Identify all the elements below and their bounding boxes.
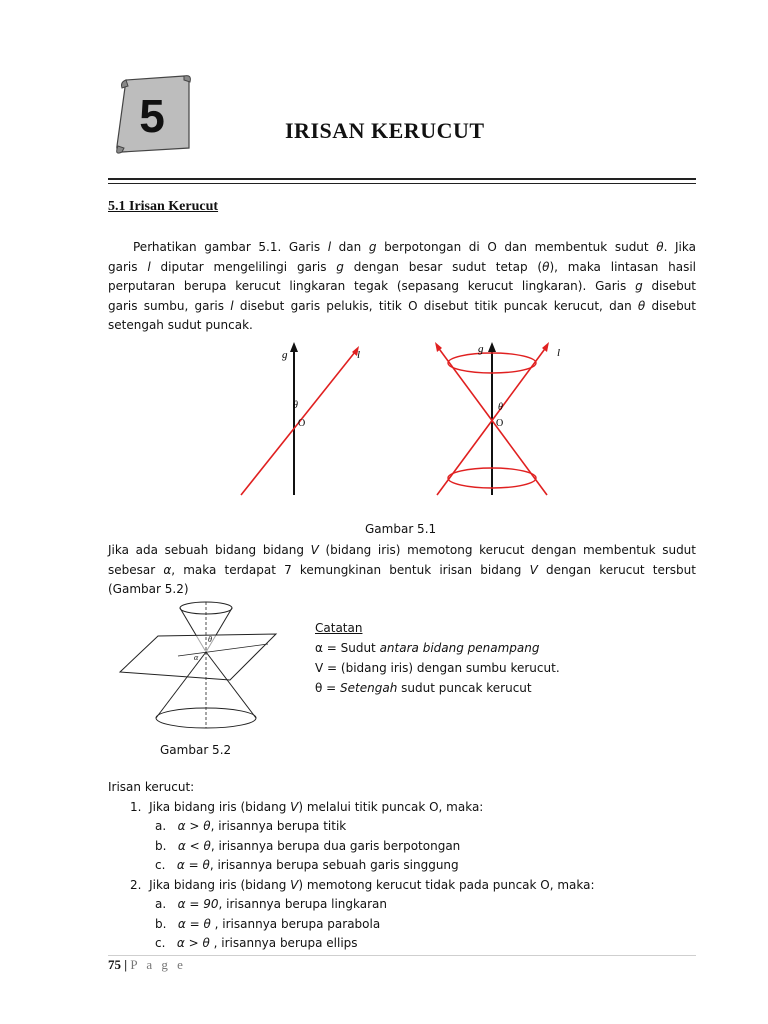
paragraph-bidang-iris bbox=[108, 541, 696, 600]
text: Jika bidang iris (bidang bbox=[149, 799, 291, 814]
sub-letter: b. bbox=[155, 838, 167, 853]
sub-letter: b. bbox=[155, 916, 167, 931]
sub-letter: c. bbox=[155, 858, 166, 872]
text: , irisannya berupa ellips bbox=[209, 936, 358, 950]
title-rule-thin bbox=[108, 183, 696, 184]
symbol: θ bbox=[315, 681, 323, 695]
math-theta: θ bbox=[542, 259, 550, 274]
math: α > θ bbox=[177, 819, 211, 833]
text-italic: Setengah bbox=[340, 681, 398, 695]
text: berpotongan di O dan membentuk sudut bbox=[376, 240, 657, 254]
label-g: g bbox=[478, 343, 484, 355]
text: , irisannya berupa dua garis berpotongan bbox=[210, 838, 461, 853]
note-title: Catatan bbox=[315, 621, 363, 635]
note-line-v: V = (bidang iris) dengan sumbu kerucut. bbox=[315, 661, 560, 675]
label-l: l bbox=[557, 347, 561, 359]
sub-letter: c. bbox=[155, 936, 166, 950]
math-l: l bbox=[147, 259, 151, 274]
math-l: l bbox=[230, 298, 234, 313]
text: diputar mengelilingi garis bbox=[150, 259, 337, 274]
math-g: g bbox=[336, 259, 344, 274]
text: ) memotong kerucut tidak pada puncak O, maka: bbox=[298, 877, 595, 892]
list-heading: Irisan kerucut: bbox=[108, 780, 195, 794]
label-l: l bbox=[357, 349, 361, 361]
text: (Gambar 5.2) bbox=[108, 582, 189, 596]
math-alpha: α bbox=[163, 562, 172, 577]
text: = Sudut bbox=[322, 641, 380, 655]
text: Jika bidang iris (bidang bbox=[149, 877, 291, 892]
list-subitem bbox=[108, 915, 595, 935]
list-item bbox=[108, 876, 595, 896]
arrowhead bbox=[488, 342, 496, 352]
item-number: 2. bbox=[130, 877, 142, 892]
text: dengan besar sudut tetap ( bbox=[343, 259, 543, 274]
math-v: V bbox=[290, 799, 299, 814]
text: , irisannya berupa sebuah garis singgung bbox=[209, 858, 459, 872]
note-box bbox=[315, 618, 560, 698]
text: disebut garis pelukis, titik O disebut titik puncak kerucut, dan bbox=[233, 298, 638, 313]
math-theta: θ bbox=[637, 298, 646, 313]
scroll-shape bbox=[112, 72, 192, 160]
math-v: V bbox=[310, 543, 319, 557]
text: ), maka lintasan hasil bbox=[549, 259, 697, 274]
math-l: l bbox=[327, 240, 332, 254]
math: α > θ bbox=[176, 936, 210, 950]
math: α = θ bbox=[177, 916, 211, 931]
footer-rule bbox=[108, 955, 696, 956]
label-o: O bbox=[298, 418, 306, 429]
text: , maka terdapat 7 kemungkinan bentuk irisan bidang bbox=[171, 562, 530, 577]
para1-line bbox=[108, 297, 696, 317]
text: dengan kerucut tersbut bbox=[537, 562, 696, 577]
chapter-number-badge bbox=[112, 72, 192, 160]
text: disebut bbox=[645, 298, 696, 313]
math: α = θ bbox=[176, 858, 210, 872]
math-theta: θ bbox=[656, 240, 664, 254]
text: perputaran berupa kerucut lingkaran tegak (sepasang kerucut lingkaran). Garis bbox=[108, 279, 636, 293]
paragraph-intro bbox=[108, 238, 696, 336]
list-subitem bbox=[108, 856, 595, 876]
para1-line bbox=[108, 316, 696, 336]
list-subitem bbox=[108, 934, 595, 954]
text: = bbox=[322, 681, 341, 695]
text: Jika ada sebuah bidang bidang bbox=[108, 543, 311, 557]
note-line-alpha bbox=[315, 638, 560, 658]
figure-5-2-caption: Gambar 5.2 bbox=[160, 743, 232, 757]
page-footer bbox=[108, 957, 186, 973]
figure-5-1-caption: Gambar 5.1 bbox=[365, 522, 437, 536]
figure-5-2 bbox=[118, 600, 278, 736]
page-word: P a g e bbox=[130, 957, 186, 972]
arrowhead bbox=[290, 342, 298, 352]
label-o: O bbox=[496, 418, 504, 429]
label-theta: θ bbox=[498, 402, 503, 413]
text: disebut bbox=[642, 279, 696, 293]
text: garis sumbu, garis bbox=[108, 298, 231, 313]
sub-letter: a. bbox=[155, 819, 167, 833]
chapter-title: IRISAN KERUCUT bbox=[285, 118, 485, 143]
math-g: g bbox=[635, 279, 643, 293]
text: setengah sudut puncak. bbox=[108, 318, 253, 332]
text: garis bbox=[108, 259, 148, 274]
para1-line bbox=[108, 238, 696, 258]
math: α = 90 bbox=[177, 897, 219, 911]
label-g: g bbox=[282, 349, 288, 361]
text: Perhatikan gambar 5.1. Garis bbox=[133, 240, 328, 254]
section-title: 5.1 Irisan Kerucut bbox=[108, 199, 219, 214]
text: , irisannya berupa lingkaran bbox=[218, 897, 388, 911]
para1-line bbox=[108, 258, 696, 278]
label-alpha: α bbox=[194, 653, 199, 662]
text: ) melalui titik puncak O, maka: bbox=[298, 799, 484, 814]
text-italic: antara bidang penampang bbox=[379, 641, 540, 655]
irisan-list bbox=[108, 778, 595, 954]
list-subitem bbox=[108, 837, 595, 857]
footer-separator: | bbox=[124, 957, 128, 972]
text: (bidang iris) memotong kerucut dengan membentuk sudut bbox=[318, 543, 696, 557]
label-theta: θ bbox=[293, 400, 298, 411]
text: sebesar bbox=[108, 562, 164, 577]
para1-line bbox=[108, 277, 696, 297]
para2-line bbox=[108, 561, 696, 581]
text: dan bbox=[331, 240, 369, 254]
symbol: α bbox=[315, 641, 323, 655]
math-g: g bbox=[368, 240, 377, 254]
text: , irisannya berupa titik bbox=[210, 819, 347, 833]
label-theta: θ bbox=[208, 635, 212, 644]
title-rule-thick bbox=[108, 178, 696, 180]
sub-letter: a. bbox=[155, 897, 167, 911]
list-item bbox=[108, 798, 595, 818]
math: α < θ bbox=[177, 838, 211, 853]
math-v: V bbox=[529, 562, 538, 577]
chapter-number: 5 bbox=[139, 90, 165, 142]
note-line-theta bbox=[315, 678, 560, 698]
list-subitem bbox=[108, 817, 595, 837]
page-number: 75 bbox=[108, 957, 121, 972]
text: , irisannya berupa parabola bbox=[210, 916, 381, 931]
para2-line bbox=[108, 580, 696, 600]
para2-line bbox=[108, 541, 696, 561]
figure-5-1 bbox=[225, 340, 565, 502]
list-subitem bbox=[108, 895, 595, 915]
item-number: 1. bbox=[130, 799, 142, 814]
text: . Jika bbox=[663, 240, 696, 254]
math-v: V bbox=[290, 877, 299, 892]
text: sudut puncak kerucut bbox=[397, 681, 532, 695]
